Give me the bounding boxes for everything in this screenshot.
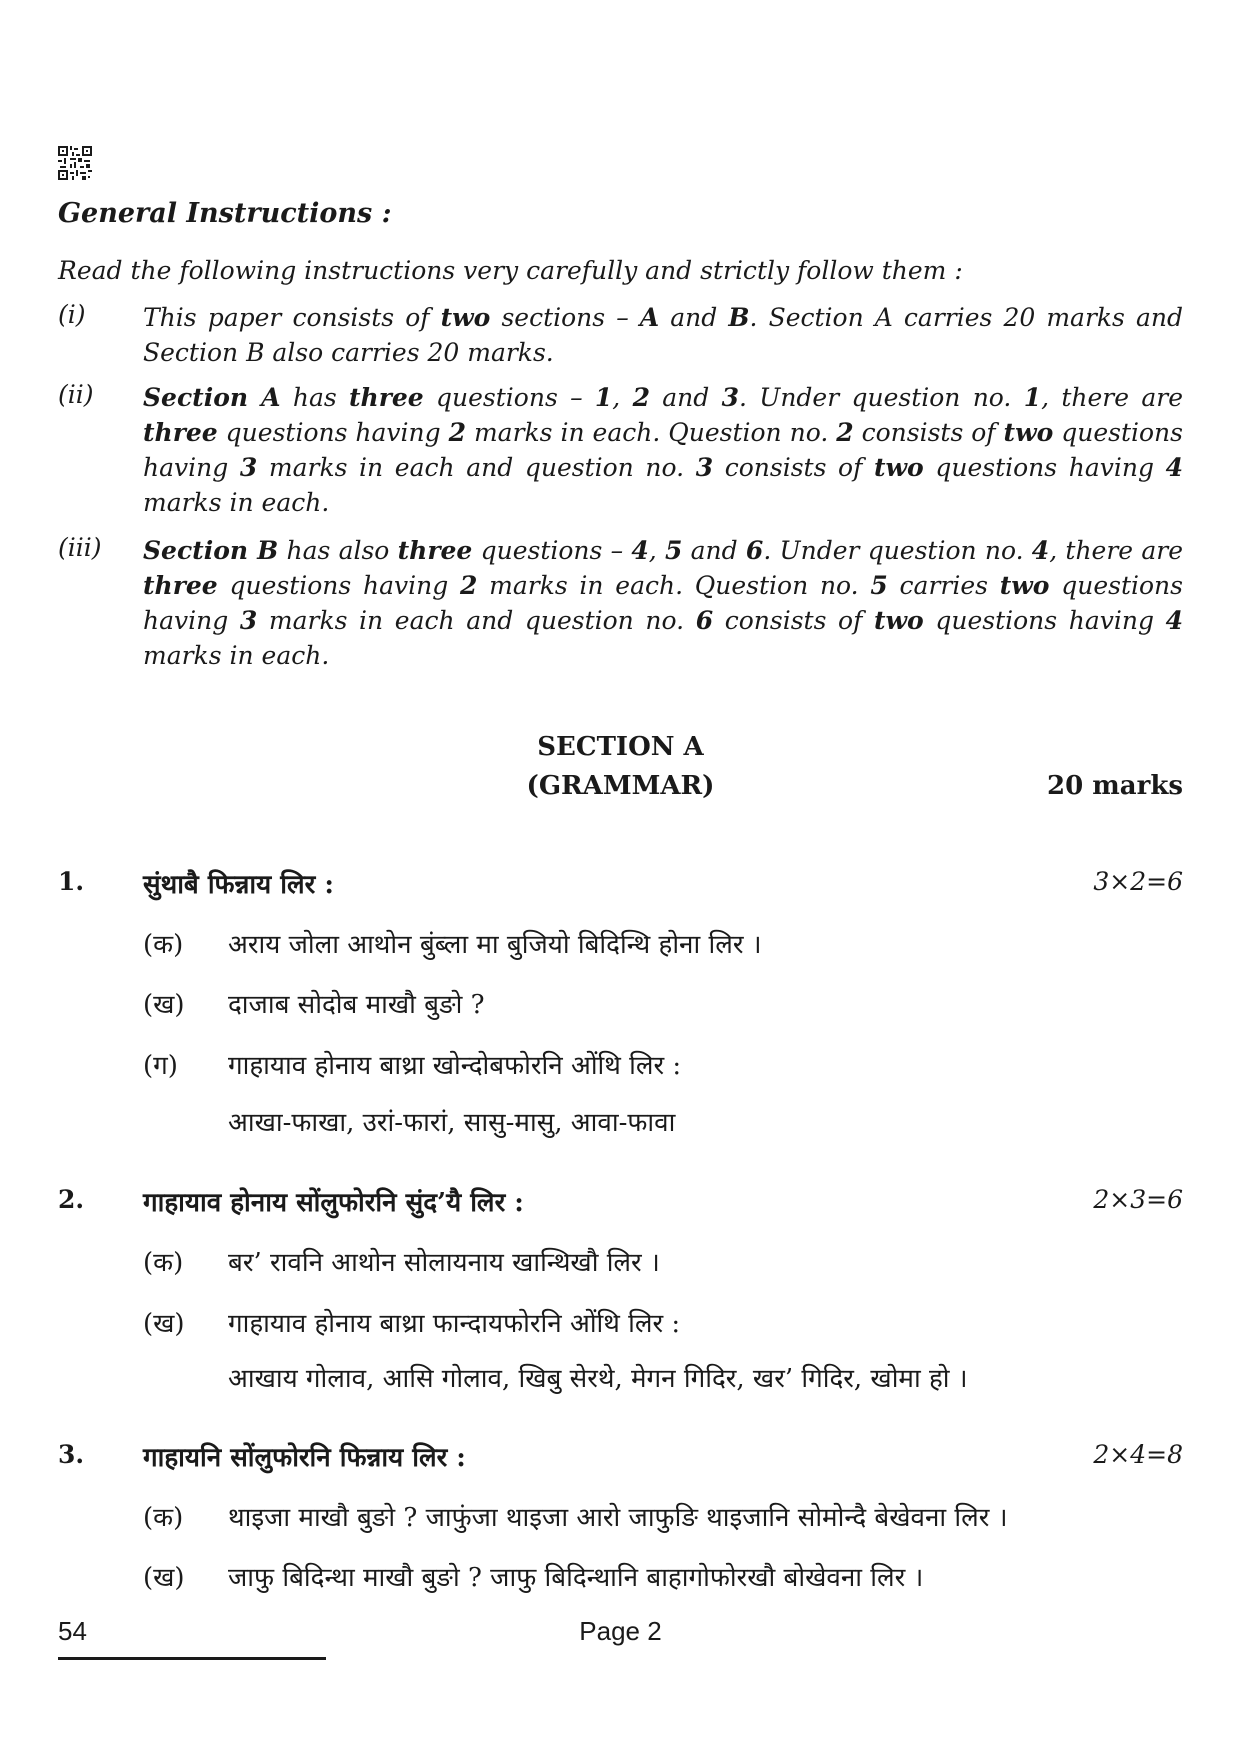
text-run: questions having: [143, 571, 1183, 635]
text-run: questions having: [217, 418, 449, 447]
question-number: 3.: [58, 1440, 85, 1469]
text-run: . Under question no.: [739, 383, 1024, 412]
instruction-number: (iii): [58, 533, 102, 562]
emphasis-text: 4: [1031, 536, 1050, 565]
text-run: , there are: [1049, 536, 1183, 565]
instruction-text: [143, 533, 1183, 673]
emphasis-text: 3: [239, 606, 258, 635]
emphasis-text: two: [873, 606, 924, 635]
text-run: marks in each. Question no.: [466, 418, 837, 447]
subquestion-label: (क): [143, 1248, 184, 1278]
question-number: 2.: [58, 1185, 85, 1214]
emphasis-text: 2: [448, 418, 466, 447]
qr-code: [58, 146, 92, 180]
emphasis-text: 5: [870, 571, 888, 600]
text-run: and: [682, 536, 746, 565]
emphasis-text: A: [639, 303, 660, 332]
section-marks: 20 marks: [1047, 771, 1183, 801]
question-number: 1.: [58, 867, 85, 896]
emphasis-text: 2: [632, 383, 650, 412]
text-run: questions having: [923, 606, 1166, 635]
question-title: गाहायनि सोंलुफोरनि फिन्नाय लिर :: [143, 1443, 466, 1473]
text-run: marks in each. Question no.: [477, 571, 871, 600]
emphasis-text: two: [873, 453, 924, 482]
question-title: सुंथाबै फिन्नाय लिर :: [143, 870, 334, 900]
footer-rule: [58, 1657, 326, 1660]
qr-code-icon: [58, 146, 92, 180]
text-run: marks in each and question no.: [257, 606, 696, 635]
emphasis-text: 6: [745, 536, 764, 565]
subquestion-label: (ग): [143, 1051, 178, 1081]
emphasis-text: three: [143, 418, 218, 447]
text-run: marks in each and question no.: [257, 453, 696, 482]
subquestion-text: थाइजा माखौ बुङो ? जाफुंजा थाइजा आरो जाफुङि थाइजानि सोमोन्दै बेखेवना लिर ।: [228, 1503, 1008, 1533]
emphasis-text: B: [728, 303, 750, 332]
emphasis-text: 4: [631, 536, 649, 565]
emphasis-text: 4: [1165, 453, 1183, 482]
instructions-intro: Read the following instructions very carefully and strictly follow them :: [58, 256, 963, 285]
text-run: questions having: [143, 418, 1183, 482]
text-run: , there are: [1041, 383, 1183, 412]
subquestion-continuation: आखा-फाखा, उरां-फारां, सासु-मासु, आवा-फावा: [228, 1108, 676, 1138]
subquestion-label: (ख): [143, 1309, 185, 1339]
emphasis-text: two: [999, 571, 1050, 600]
paper-code: 54: [58, 1616, 87, 1646]
subquestion-text: गाहायाव होनाय बाथ्रा फान्दायफोरनि ओंथि लिर :: [228, 1309, 681, 1339]
text-run: consists of: [853, 418, 1004, 447]
instruction-number: (i): [58, 300, 86, 329]
subquestion-label: (क): [143, 1503, 184, 1533]
text-run: has: [280, 383, 349, 412]
emphasis-text: 2: [836, 418, 854, 447]
emphasis-text: Section B: [143, 536, 279, 565]
question-marks: 2×3=6: [1093, 1185, 1183, 1214]
emphasis-text: three: [349, 383, 424, 412]
text-run: and: [649, 383, 722, 412]
text-run: marks in each.: [143, 641, 330, 670]
text-run: consists of: [713, 453, 874, 482]
emphasis-text: three: [143, 571, 218, 600]
instruction-text: [143, 380, 1183, 520]
emphasis-text: 3: [239, 453, 258, 482]
text-run: consists of: [713, 606, 874, 635]
page-number: Page 2: [579, 1616, 662, 1646]
emphasis-text: 4: [1165, 606, 1183, 635]
emphasis-text: 3: [721, 383, 739, 412]
subquestion-text: गाहायाव होनाय बाथ्रा खोन्दोबफोरनि ओंथि लिर :: [228, 1051, 682, 1081]
emphasis-text: 3: [695, 453, 714, 482]
text-run: and: [659, 303, 729, 332]
text-run: sections –: [490, 303, 640, 332]
question-marks: 2×4=8: [1093, 1440, 1183, 1469]
subquestion-text: दाजाब सोदोब माखौ बुङो ?: [228, 990, 485, 1020]
text-run: questions –: [423, 383, 595, 412]
emphasis-text: 2: [459, 571, 478, 600]
text-run: . Section A carries 20 marks and Section B also carries 20 marks.: [143, 303, 1183, 367]
emphasis-text: Section A: [143, 383, 281, 412]
text-run: has also: [278, 536, 398, 565]
section-subtitle: (GRAMMAR): [526, 771, 715, 801]
text-run: marks in each.: [143, 488, 330, 517]
subquestion-label: (क): [143, 930, 184, 960]
text-run: . Under question no.: [763, 536, 1032, 565]
instruction-text: [143, 300, 1183, 370]
text-run: carries: [887, 571, 1000, 600]
emphasis-text: 6: [695, 606, 714, 635]
subquestion-text: अराय जोला आथोन बुंब्ला मा बुजियो बिदिन्थि होना लिर ।: [228, 930, 762, 960]
emphasis-text: 5: [664, 536, 683, 565]
emphasis-text: three: [397, 536, 473, 565]
text-run: questions –: [472, 536, 632, 565]
subquestion-text: बर’ रावनि आथोन सोलायनाय खान्थिखौ लिर ।: [228, 1248, 660, 1278]
instruction-number: (ii): [58, 380, 94, 409]
emphasis-text: two: [440, 303, 491, 332]
text-run: ,: [612, 383, 633, 412]
subquestion-text: जाफु बिदिन्था माखौ बुङो ? जाफु बिदिन्थानि बाहागोफोरखौ बोखेवना लिर ।: [228, 1563, 924, 1593]
text-run: ,: [648, 536, 665, 565]
emphasis-text: 1: [594, 383, 613, 412]
emphasis-text: two: [1003, 418, 1054, 447]
subquestion-continuation: आखाय गोलाव, आसि गोलाव, खिबु सेरथे, मेगन गिदिर, खर’ गिदिर, खोमा हो ।: [228, 1364, 968, 1394]
section-title: SECTION A: [537, 732, 704, 762]
text-run: questions having: [923, 453, 1166, 482]
subquestion-label: (ख): [143, 990, 185, 1020]
emphasis-text: 1: [1023, 383, 1042, 412]
question-title: गाहायाव होनाय सोंलुफोरनि सुंद’यै लिर :: [143, 1188, 524, 1218]
text-run: This paper consists of: [143, 303, 441, 332]
text-run: questions having: [217, 571, 460, 600]
instructions-title: General Instructions :: [58, 198, 392, 229]
subquestion-label: (ख): [143, 1563, 185, 1593]
question-marks: 3×2=6: [1093, 867, 1183, 896]
